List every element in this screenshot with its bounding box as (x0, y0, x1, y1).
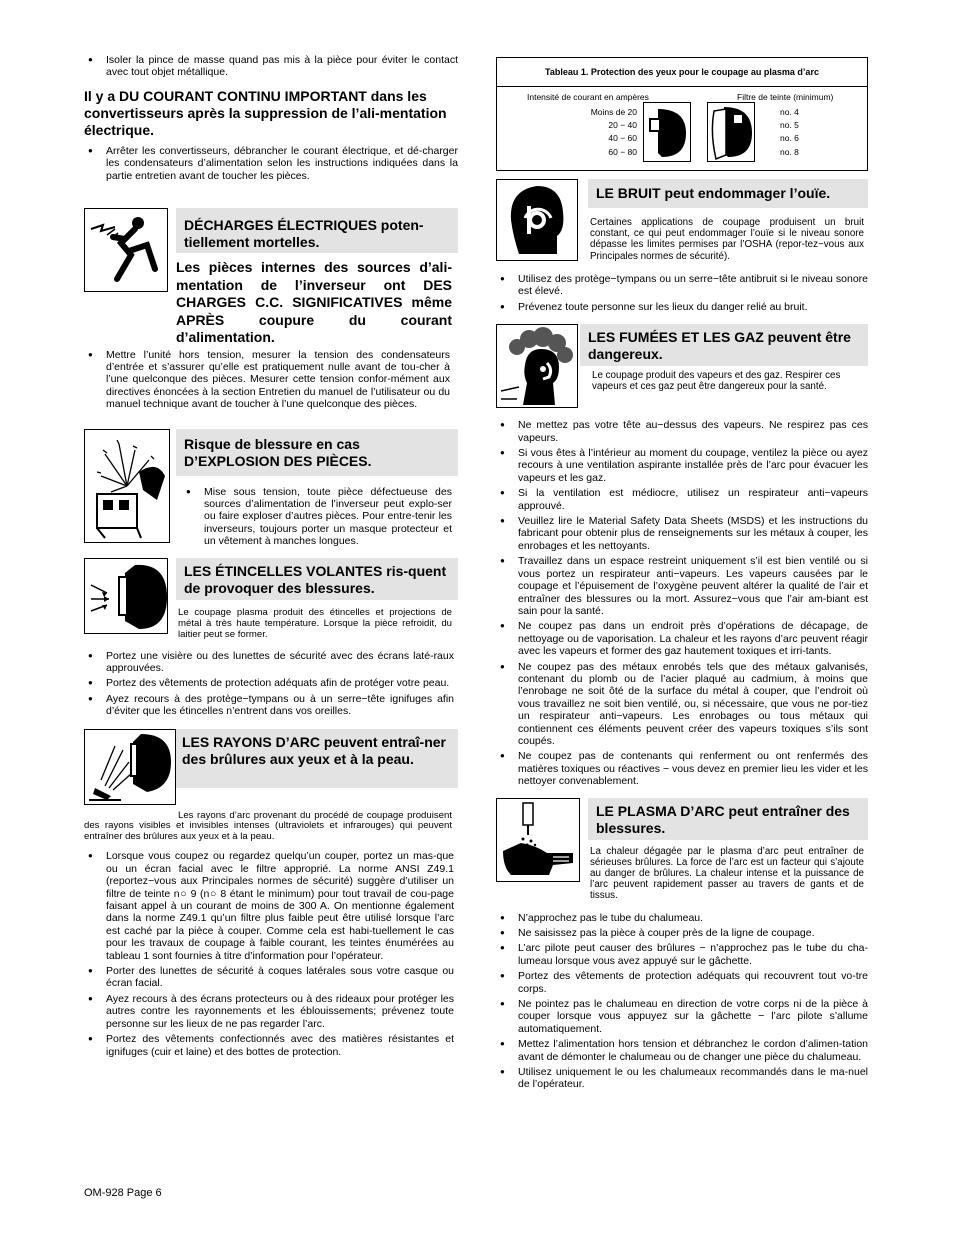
fumes-section (496, 324, 868, 408)
current-value: 40 − 60 (608, 133, 637, 144)
shade-value: no. 6 (780, 133, 799, 144)
arc-rays-section (84, 729, 458, 803)
shade-value: no. 4 (780, 107, 799, 117)
list-item: ● Ne pointez pas le chalumeau en direction de votre corps ni de la pièce à couper lorsque vous appuyez sur la gâchette − l’arc pilote s’allume automatiquement. (496, 998, 868, 1035)
plasma-section (496, 798, 868, 902)
current-value: Moins de 20 (590, 107, 637, 117)
fumes-list (496, 419, 868, 787)
list-item: ● Portez une visière ou des lunettes de sécurité avec des écrans laté-raux approuvées. (84, 650, 454, 675)
shock-list (84, 349, 458, 411)
table-caption: Tableau 1. Protection des yeux pour le coupage au plasma d’arc (545, 67, 819, 77)
list-item: ● Si la ventilation est médiocre, utilisez un respirateur anti−vapeurs approuvé. (496, 487, 868, 512)
current-values (559, 106, 637, 159)
list-item: ● Lorsque vous coupez ou regardez quelqu’un couper, portez un mas-que ou un écran facial avec le filtre approprié. La norme ANSI Z49.1 (reportez−vous aux Principales normes de sécurité) suggère d’utiliser un filtre de teinte n○ 9 (n○ 8 étant le minimum) pour tout travail de cou-page faisant appel à un courant de moins de 300 A. On mentionne également dans la norme Z49.1 qu’un filtre plus faible peut être utilisé lorsque l’arc est caché par la pièce à couper. Comme cela est habi-tuellement le cas pour les travaux de coupage à faible courant, les teintes énumérées au tableau 1 sont fournies à titre d’information pour l’opérateur. (84, 850, 454, 962)
list-item: ● Ayez recours à des écrans protecteurs ou à des rideaux pour protéger les autres contre les rayonnements et les éblouissements; prévenez toute personne sur les lieux de ne pas regarder l’arc. (84, 993, 454, 1030)
noise-ear-icon (496, 179, 578, 261)
noise-list (496, 273, 868, 313)
noise-title: LE BRUIT peut endommager l’ouïe. (588, 179, 868, 208)
welding-helmet-icon (643, 102, 691, 162)
explosion-title: Risque de blessure en cas D’EXPLOSION DES PIÈCES. (176, 429, 458, 476)
sparks-title: LES ÉTINCELLES VOLANTES ris-quent de provoquer des blessures. (176, 558, 458, 600)
shade-value: no. 5 (780, 120, 799, 131)
list-item: ● Portez des vêtements de protection adéquats afin de protéger votre peau. (84, 677, 454, 689)
list-item: ● N’approchez pas le tube du chalumeau. (496, 912, 868, 924)
list-item: ● L’arc pilote peut causer des brûlures − n’approchez pas le tube du cha-lumeau lorsque vous avez appuyé sur le gâchette. (496, 942, 868, 967)
plasma-desc: La chaleur dégagée par le plasma d’arc peut entraîner de sérieuses brûlures. La force de l’arc est un facteur qui s’ajoute au danger de brûlures. La chaleur intense et la puissance de l’arc peuvent rapidement passer au travers de gants et de tissus. (590, 845, 864, 902)
list-item: ● Portez des vêtements de protection adéquats qui recouvrent tout vo-tre corps. (496, 970, 868, 995)
current-value: 20 − 40 (608, 120, 637, 131)
table-col2-header: Filtre de teinte (minimum) (737, 92, 834, 102)
sparks-desc: Le coupage plasma produit des étincelles et projections de métal à très haute température. Lorsque la pièce refroidit, du laitier peut se former. (178, 606, 452, 640)
face-shield-icon (707, 102, 755, 162)
current-value: 60 − 80 (608, 146, 637, 157)
list-item: ● Utilisez des protège−tympans ou un serre−tête antibruit si le niveau sonore est élevé. (496, 273, 868, 298)
shock-subtitle: Les pièces internes des sources d’ali-mentation de l’inverseur ont DES CHARGES C.C. SIGNIFICATIVES même APRÈS coupure du courant d’alimentation. (176, 259, 452, 346)
list-item: ● Isoler la pince de masse quand pas mis à la pièce pour éviter le contact avec tout objet métallique. (84, 54, 458, 79)
list-item: ● Veuillez lire le Material Safety Data Sheets (MSDS) et les instructions du fabricant pour obtenir plus de renseignements sur les métaux à couper, les enrobages et les nettoyants. (496, 515, 868, 552)
list-item: ● Prévenez toute personne sur les lieux du danger relié au bruit. (496, 301, 868, 313)
list-item: ● Portez des vêtements confectionnés avec des matières résistantes et ignifuges (cuir et laine) et des bottes de protection. (84, 1033, 454, 1058)
list-item: ● Ne coupez pas des métaux enrobés tels que des métaux galvanisés, contenant du plomb ou de l’acier plaqué au cadmium, à moins que l’enrobage ne soit ôté de la surface du métal à couper, que l’endroit où vous travaillez ne soit bien ventilé, ou, si nécessaire, que vous ne por-tiez un respirateur anti−vapeurs. Les enrobages ou tous métaux qui contiennent ces éléments peuvent créer des vapeurs toxiques s’ils sont coupés. (496, 661, 868, 748)
list-item: ● Mise sous tension, toute pièce défectueuse des sources d’alimentation de l’inverseur peut explo-ser ou faire exploser d’autres pièces. Pour entre-tenir les inverseurs, toujours porter un masque protecteur et un vêtement à manches longues. (182, 486, 452, 548)
shock-title: DÉCHARGES ÉLECTRIQUES poten-tiellement mortelles. (176, 208, 458, 253)
flying-sparks-icon (84, 558, 168, 634)
dc-warning: Il y a DU COURANT CONTINU IMPORTANT dans les convertisseurs après la suppression de l’ali-mentation électrique. (84, 87, 447, 138)
noise-section (496, 179, 868, 263)
left-column (84, 54, 458, 1061)
page-footer: OM-928 Page 6 (84, 1187, 162, 1199)
arc-rays-title: LES RAYONS D’ARC peuvent entraî-ner des brûlures aux yeux et à la peau. (174, 729, 458, 788)
list-item: ● Mettez l’alimentation hors tension et débranchez le cordon d’alimen-tation avant de démonter le chalumeau ou de changer une pièce du chalumeau. (496, 1038, 868, 1063)
dc-list (84, 145, 458, 182)
plasma-list (496, 912, 868, 1091)
plasma-title: LE PLASMA D’ARC peut entraîner des blessures. (588, 798, 868, 840)
sparks-list (84, 650, 458, 718)
shade-value: no. 8 (780, 146, 799, 157)
list-item: ● Porter des lunettes de sécurité à coques latérales sous votre casque ou écran facial. (84, 965, 454, 990)
explosion-section (84, 429, 458, 548)
fumes-title: LES FUMÉES ET LES GAZ peuvent être dangereux. (580, 324, 868, 366)
right-column (496, 57, 868, 1094)
table-col1-header: Intensité de courant en ampères (527, 92, 649, 102)
electric-shock-icon (84, 208, 168, 292)
sparks-section (84, 558, 458, 640)
list-item: ● Ne coupez pas dans un endroit près d’opérations de décapage, de nettoyage ou de vaporisation. La chaleur et les rayons d’arc peuvent réagir avec les vapeurs et former des gaz hautement toxiques et irri-tants. (496, 620, 868, 657)
intro-list (84, 54, 458, 79)
fumes-desc: Le coupage produit des vapeurs et des gaz. Respirer ces vapeurs et ces gaz peut être dangereux pour la santé. (592, 370, 841, 393)
list-item: ● Ayez recours à des protège−tympans ou à un serre−tête ignifuges afin d’éviter que les étincelles n’entrent dans vos oreilles. (84, 693, 454, 718)
list-item: ● Mettre l’unité hors tension, mesurer la tension des condensateurs d’entrée et s’assurer qu’elle est pratiquement nulle avant de tou-cher à l’une quelconque des pièces. Mesurer cette tension confor-mément aux directives énoncées à la section Entretien du manuel de l’utilisateur ou du manuel technique avant de toucher à l’une quelconque des pièces. (84, 349, 450, 411)
exploding-parts-icon (84, 429, 170, 543)
eye-protection-table (496, 57, 868, 171)
shade-values (780, 106, 799, 159)
list-item: ● Arrêter les convertisseurs, débrancher le courant électrique, et dé-charger les condensateurs d’alimentation selon les instructions indiquées dans la partie entretien avant de toucher les pièces. (84, 145, 458, 182)
table-caption-divider (497, 86, 867, 87)
fumes-gas-icon (496, 324, 578, 408)
shock-section (84, 208, 458, 347)
plasma-arc-burn-icon (496, 798, 580, 882)
explosion-list (182, 486, 458, 548)
list-item: ● Ne mettez pas votre tête au−dessus des vapeurs. Ne respirez pas ces vapeurs. (496, 419, 868, 444)
arc-rays-icon (84, 729, 176, 805)
list-item: ● Ne saisissez pas la pièce à couper près de la ligne de coupage. (496, 927, 868, 939)
noise-desc: Certaines applications de coupage produisent un bruit constant, ce qui peut endommager l’ouïe si le niveau sonore dépasse les limites permises par l’OSHA (repor-tez−vous aux Principales normes de sécurité). (590, 217, 864, 262)
list-item: ● Utilisez uniquement le ou les chalumeaux recommandés dans le ma-nuel de l’opérateur. (496, 1066, 868, 1091)
list-item: ● Travaillez dans un espace restreint uniquement s’il est bien ventilé ou si vous portez un respirateur anti−vapeurs. Les vapeurs causées par le coupage et l’épuisement de l’oxygène peuvent altérer la qualité de l’air et entraîner des blessures ou la mort. Assurez−vous que l’air am-biant est sain pour la santé. (496, 555, 868, 617)
list-item: ● Si vous êtes à l’intérieur au moment du coupage, ventilez la pièce ou ayez recours à une ventilation aspirante installée près de l’arc pour évacuer les vapeurs et les gaz. (496, 447, 868, 484)
arc-rays-list (84, 850, 458, 1058)
arc-rays-desc: Les rayons d’arc provenant du procédé de coupage produisent des rayons visibles et invisibles intenses (ultraviolets et infrarouges) qui peuvent entraîner des brûlures aux yeux et à la peau. (84, 809, 452, 842)
list-item: ● Ne coupez pas de contenants qui renferment ou ont renfermés des matières toxiques ou réactives − vous devez en premier lieu les vider et les nettoyer convenablement. (496, 750, 868, 787)
